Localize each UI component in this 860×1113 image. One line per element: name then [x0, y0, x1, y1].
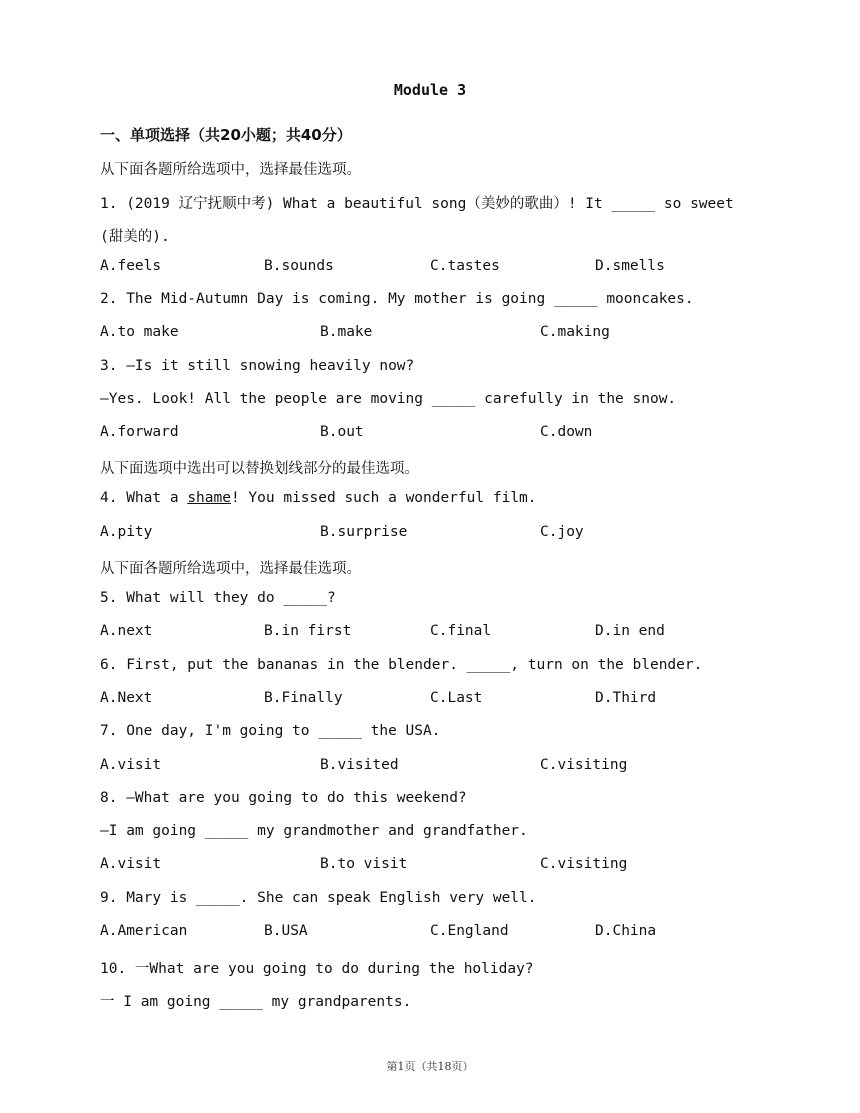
question-8-line-1: 8. —What are you going to do this weekend?: [100, 790, 467, 806]
option-a: A.forward: [100, 424, 179, 440]
option-a: A.American: [100, 923, 188, 939]
option-d: D.smells: [595, 258, 665, 274]
instruction-choose-best-2: 从下面各题所给选项中，选择最佳选项。: [100, 561, 361, 577]
option-b: B.in first: [264, 623, 352, 639]
option-a: A.to make: [100, 324, 179, 340]
option-d: D.China: [595, 923, 657, 939]
question-6: 6. First, put the bananas in the blender. _____, turn on the blender.: [100, 657, 703, 673]
page-title: Module 3: [393, 81, 467, 99]
option-c: C.Last: [430, 690, 483, 706]
option-c: C.joy: [540, 524, 584, 540]
option-a: A.Next: [100, 690, 153, 706]
option-c: C.final: [430, 623, 492, 639]
option-b: B.sounds: [264, 258, 334, 274]
question-1-line-2: (甜美的).: [100, 229, 170, 245]
option-c: C.down: [540, 424, 593, 440]
question-10-line-1: 10. 一What are you going to do during the holiday?: [100, 961, 534, 977]
option-c: C.England: [430, 923, 509, 939]
question-4-suffix: ! You missed such a wonderful film.: [230, 490, 537, 506]
option-b: B.make: [320, 324, 373, 340]
option-a: A.feels: [100, 258, 162, 274]
option-d: D.Third: [595, 690, 657, 706]
instruction-replace-underlined: 从下面选项中选出可以替换划线部分的最佳选项。: [100, 461, 419, 477]
underlined-word: shame: [187, 490, 231, 506]
question-7: 7. One day, I'm going to _____ the USA.: [100, 723, 441, 739]
option-b: B.Finally: [264, 690, 343, 706]
option-b: B.surprise: [320, 524, 408, 540]
option-b: B.to visit: [320, 856, 408, 872]
option-c: C.visiting: [540, 757, 628, 773]
instruction-choose-best: 从下面各题所给选项中，选择最佳选项。: [100, 162, 361, 178]
question-1-line-1: 1. (2019 辽宁抚顺中考) What a beautiful song（美妙的歌曲）! It _____ so sweet: [100, 196, 734, 212]
option-b: B.out: [320, 424, 364, 440]
option-b: B.USA: [264, 923, 308, 939]
question-2: 2. The Mid-Autumn Day is coming. My mother is going _____ mooncakes.: [100, 291, 694, 307]
option-c: C.visiting: [540, 856, 628, 872]
question-4-prefix: 4. What a: [100, 490, 188, 506]
question-8-line-2: —I am going _____ my grandmother and grandfather.: [100, 823, 528, 839]
option-c: C.making: [540, 324, 610, 340]
option-b: B.visited: [320, 757, 399, 773]
question-5: 5. What will they do _____?: [100, 590, 336, 606]
page-footer: 第1页（共18页）: [386, 1060, 474, 1073]
option-a: A.pity: [100, 524, 153, 540]
question-9: 9. Mary is _____. She can speak English very well.: [100, 890, 537, 906]
question-10-line-2: 一 I am going _____ my grandparents.: [100, 994, 412, 1010]
option-a: A.visit: [100, 856, 162, 872]
option-a: A.visit: [100, 757, 162, 773]
question-3-line-1: 3. —Is it still snowing heavily now?: [100, 358, 415, 374]
question-4: [100, 490, 537, 506]
section-heading: 一、单项选择（共20小题；共40分）: [100, 126, 352, 144]
option-d: D.in end: [595, 623, 665, 639]
option-a: A.next: [100, 623, 153, 639]
option-c: C.tastes: [430, 258, 500, 274]
question-3-line-2: —Yes. Look! All the people are moving _____ carefully in the snow.: [100, 391, 677, 407]
